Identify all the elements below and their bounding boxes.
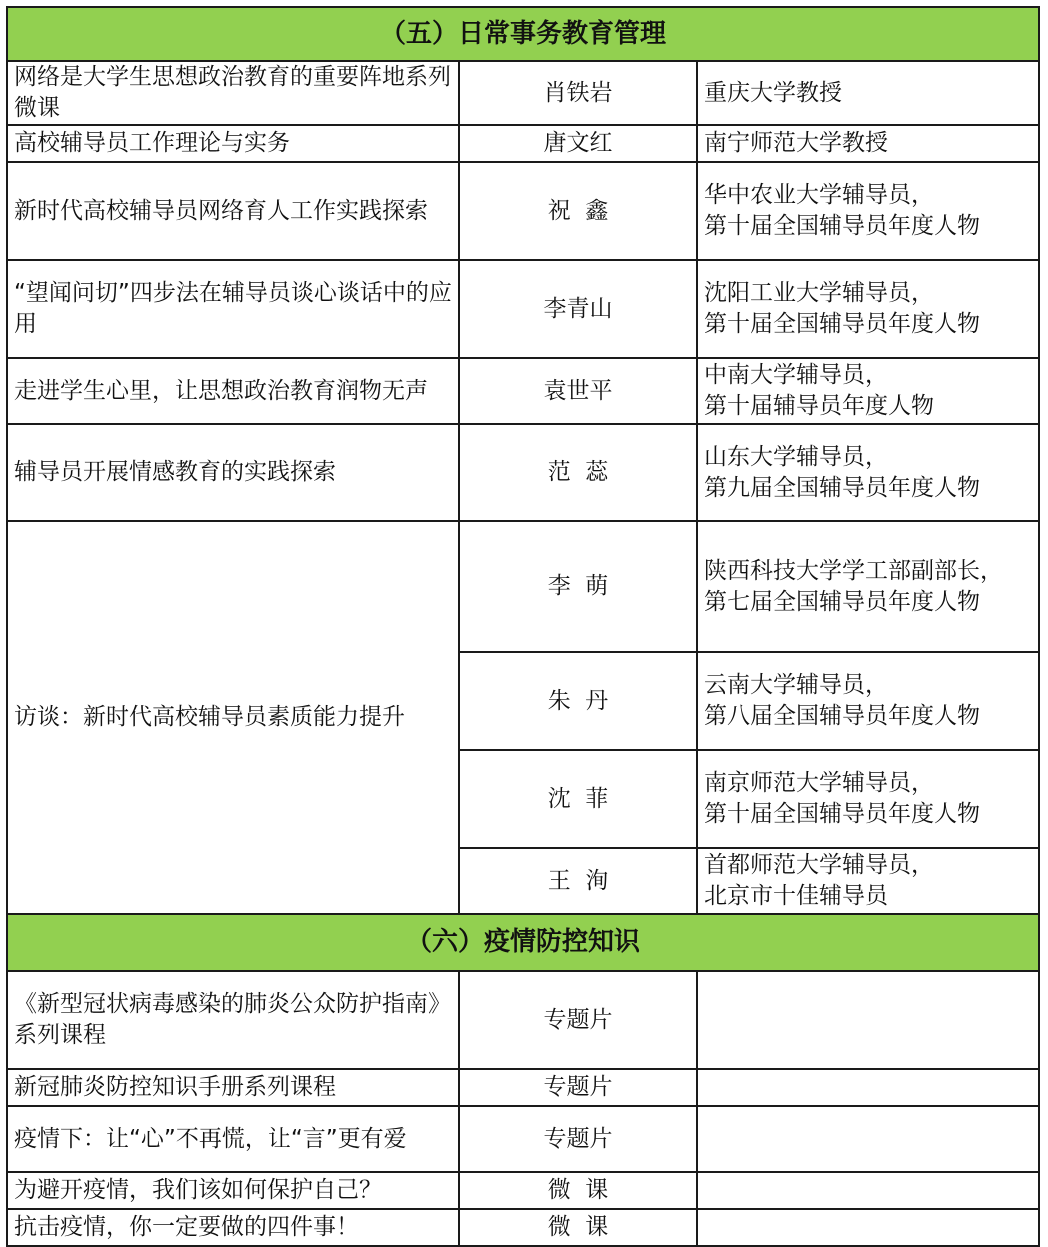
- speaker-affiliation: [697, 971, 1039, 1069]
- speaker-affiliation: 南宁师范大学教授: [697, 125, 1039, 162]
- speaker-name: 肖铁岩: [459, 61, 697, 125]
- speaker-name: 唐文红: [459, 125, 697, 162]
- section-header-row: [7, 7, 1039, 61]
- speaker-affiliation: [697, 1209, 1039, 1246]
- course-title: 走进学生心里，让思想政治教育润物无声: [7, 358, 459, 424]
- speaker-name: 沈 菲: [459, 750, 697, 848]
- course-table: [6, 6, 1040, 1247]
- course-title: 辅导员开展情感教育的实践探索: [7, 424, 459, 521]
- speaker-affiliation: 沈阳工业大学辅导员， 第十届全国辅导员年度人物: [697, 260, 1039, 358]
- speaker-name: 祝 鑫: [459, 162, 697, 260]
- speaker-name: 专题片: [459, 1069, 697, 1106]
- table-row: [7, 521, 1039, 652]
- course-title: 新时代高校辅导员网络育人工作实践探索: [7, 162, 459, 260]
- speaker-name: 专题片: [459, 971, 697, 1069]
- section-heading: （六）疫情防控知识: [7, 914, 1039, 971]
- speaker-affiliation: 中南大学辅导员， 第十届辅导员年度人物: [697, 358, 1039, 424]
- table-row: [7, 125, 1039, 162]
- table-row: [7, 1069, 1039, 1106]
- interview-title: 访谈：新时代高校辅导员素质能力提升: [7, 521, 459, 914]
- table-row: [7, 424, 1039, 521]
- section-heading: （五）日常事务教育管理: [7, 7, 1039, 61]
- course-title: 为避开疫情，我们该如何保护自己？: [7, 1172, 459, 1209]
- speaker-name: 范 蕊: [459, 424, 697, 521]
- speaker-affiliation: 山东大学辅导员， 第九届全国辅导员年度人物: [697, 424, 1039, 521]
- course-title: 新冠肺炎防控知识手册系列课程: [7, 1069, 459, 1106]
- course-title: 网络是大学生思想政治教育的重要阵地系列微课: [7, 61, 459, 125]
- speaker-affiliation: 首都师范大学辅导员， 北京市十佳辅导员: [697, 848, 1039, 914]
- speaker-name: 李 萌: [459, 521, 697, 652]
- speaker-affiliation: 南京师范大学辅导员， 第十届全国辅导员年度人物: [697, 750, 1039, 848]
- speaker-name: 朱 丹: [459, 652, 697, 750]
- table-row: [7, 260, 1039, 358]
- speaker-name: 李青山: [459, 260, 697, 358]
- table-row: [7, 61, 1039, 125]
- course-title: 疫情下：让“心”不再慌，让“言”更有爱: [7, 1106, 459, 1172]
- speaker-affiliation: 陕西科技大学学工部副部长， 第七届全国辅导员年度人物: [697, 521, 1039, 652]
- table-row: [7, 1106, 1039, 1172]
- speaker-name: 专题片: [459, 1106, 697, 1172]
- speaker-name: 微 课: [459, 1172, 697, 1209]
- course-title: 抗击疫情，你一定要做的四件事！: [7, 1209, 459, 1246]
- course-title: “望闻问切”四步法在辅导员谈心谈话中的应用: [7, 260, 459, 358]
- speaker-affiliation: [697, 1172, 1039, 1209]
- table-row: [7, 1172, 1039, 1209]
- speaker-name: 微 课: [459, 1209, 697, 1246]
- speaker-name: 王 洵: [459, 848, 697, 914]
- speaker-affiliation: 云南大学辅导员， 第八届全国辅导员年度人物: [697, 652, 1039, 750]
- table-row: [7, 162, 1039, 260]
- table-row: [7, 971, 1039, 1069]
- table-row: [7, 358, 1039, 424]
- speaker-affiliation: 华中农业大学辅导员， 第十届全国辅导员年度人物: [697, 162, 1039, 260]
- course-title: 高校辅导员工作理论与实务: [7, 125, 459, 162]
- table-row: [7, 1209, 1039, 1246]
- section-header-row: [7, 914, 1039, 971]
- speaker-name: 袁世平: [459, 358, 697, 424]
- speaker-affiliation: 重庆大学教授: [697, 61, 1039, 125]
- speaker-affiliation: [697, 1069, 1039, 1106]
- speaker-affiliation: [697, 1106, 1039, 1172]
- course-title: 《新型冠状病毒感染的肺炎公众防护指南》系列课程: [7, 971, 459, 1069]
